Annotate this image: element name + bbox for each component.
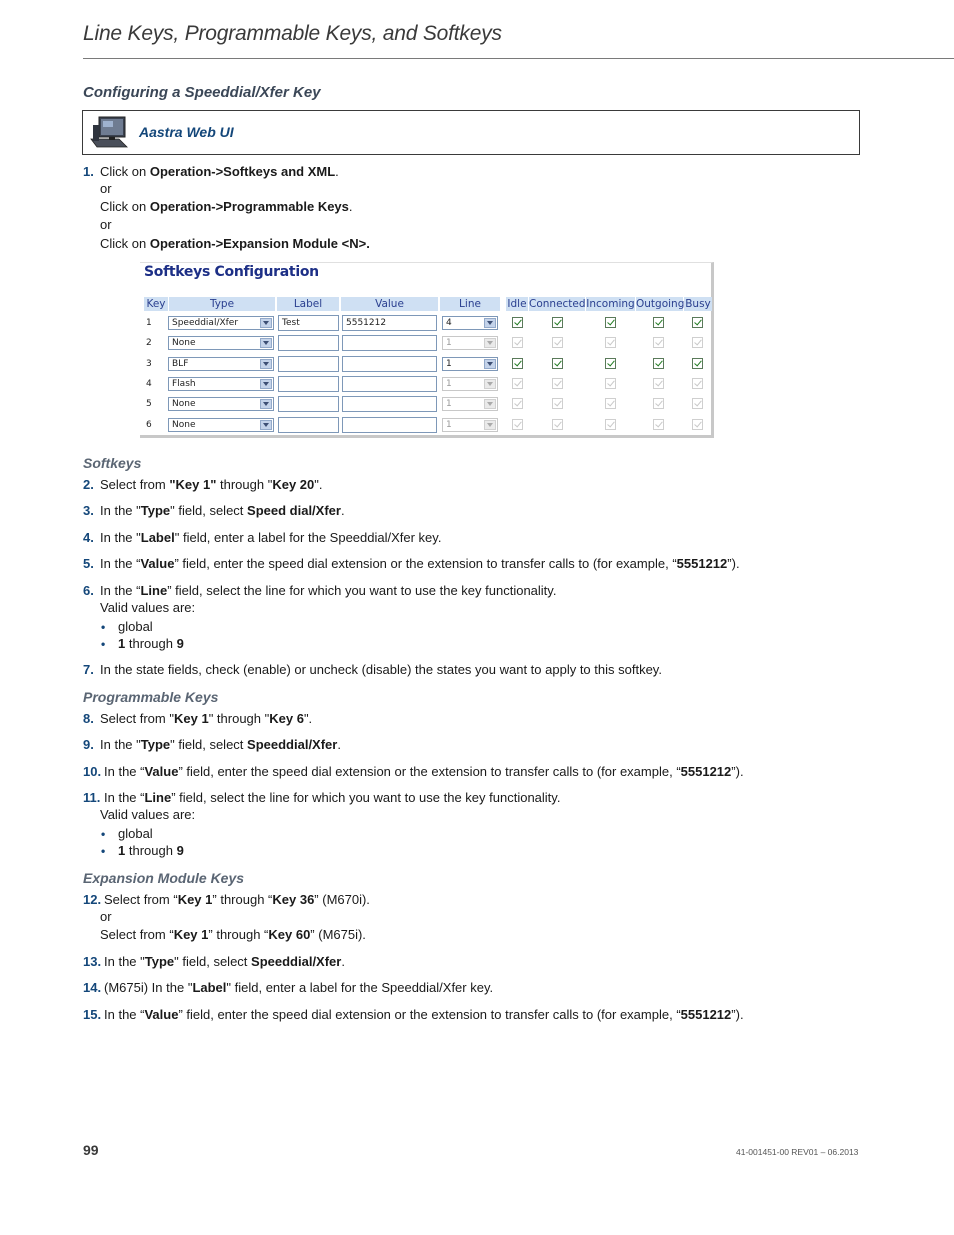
step-text: Click on Operation->Programmable Keys. [100, 199, 353, 214]
state-checkbox-busy[interactable] [692, 378, 703, 389]
state-checkbox-busy[interactable] [692, 398, 703, 409]
step-text: Click on Operation->Expansion Module <N>. [100, 236, 370, 251]
line-select[interactable] [442, 377, 498, 391]
state-checkbox-incoming[interactable] [605, 398, 616, 409]
softkeys-configuration-screenshot [140, 262, 714, 438]
column-header-label: Label [277, 297, 339, 311]
type-select[interactable] [168, 357, 274, 371]
expansion-module-keys-heading: Expansion Module Keys [83, 870, 245, 886]
chevron-down-icon [484, 420, 496, 430]
state-checkbox-idle[interactable] [512, 398, 523, 409]
line-select-value: 1 [446, 359, 452, 369]
chevron-down-icon [260, 318, 272, 328]
step-number: 6. [83, 583, 94, 598]
step-or: or [100, 217, 112, 232]
step-text: In the “Line” field, select the line for which you want to use the key functionality. [104, 790, 561, 805]
state-checkbox-connected[interactable] [552, 317, 563, 328]
column-header-incoming: Incoming [586, 298, 635, 310]
chapter-title: Line Keys, Programmable Keys, and Softkeys [83, 22, 502, 45]
step-or: or [100, 181, 112, 196]
step-text: Select from “Key 1” through “Key 60” (M675i). [100, 927, 366, 942]
step-number: 10. [83, 764, 102, 779]
chevron-down-icon [484, 338, 496, 348]
state-checkbox-incoming[interactable] [605, 317, 616, 328]
line-select[interactable] [442, 336, 498, 350]
column-header-value: Value [341, 297, 438, 311]
value-input[interactable] [342, 376, 437, 392]
step-text: In the "Type" field, select Speed dial/Xfer. [100, 503, 345, 518]
type-select-value: None [172, 420, 196, 430]
value-input[interactable] [342, 356, 437, 372]
key-number: 3 [146, 359, 152, 369]
key-number: 1 [146, 318, 152, 328]
key-number: 6 [146, 420, 152, 430]
step-number: 14. [83, 980, 102, 995]
state-checkbox-connected[interactable] [552, 358, 563, 369]
step-number: 8. [83, 711, 94, 726]
programmable-keys-heading: Programmable Keys [83, 689, 219, 705]
bullet-item: 1 through 9 [118, 843, 184, 858]
state-checkbox-connected[interactable] [552, 378, 563, 389]
state-checkbox-idle[interactable] [512, 358, 523, 369]
type-select-value: Speeddial/Xfer [172, 318, 239, 328]
step-text: Click on Operation->Softkeys and XML. [100, 164, 339, 179]
state-checkbox-outgoing[interactable] [653, 419, 664, 430]
state-checkbox-connected[interactable] [552, 419, 563, 430]
step-text: Select from "Key 1" through "Key 6". [100, 711, 313, 726]
type-select[interactable] [168, 336, 274, 350]
value-input[interactable] [342, 335, 437, 351]
line-select[interactable] [442, 316, 498, 330]
line-select-value: 1 [446, 379, 452, 389]
line-select[interactable] [442, 357, 498, 371]
softkeys-configuration-title: Softkeys Configuration [144, 264, 319, 280]
column-header-outgoing: Outgoing [636, 298, 685, 310]
key-number: 2 [146, 338, 152, 348]
state-checkbox-connected[interactable] [552, 337, 563, 348]
state-checkbox-busy[interactable] [692, 317, 703, 328]
computer-monitor-icon [89, 115, 129, 151]
header-rule [83, 58, 954, 59]
step-number: 3. [83, 503, 94, 518]
step-text: In the "Type" field, select Speeddial/Xfer. [104, 954, 345, 969]
bullet-icon: • [101, 844, 106, 858]
chevron-down-icon [260, 359, 272, 369]
line-select-value: 1 [446, 399, 452, 409]
label-input[interactable] [278, 417, 339, 433]
state-checkbox-connected[interactable] [552, 398, 563, 409]
bullet-item: global [118, 619, 153, 634]
step-text: In the state fields, check (enable) or uncheck (disable) the states you want to apply to this softkey. [100, 662, 662, 677]
step-number: 2. [83, 477, 94, 492]
chevron-down-icon [260, 399, 272, 409]
line-select-value: 1 [446, 420, 452, 430]
label-input[interactable]: Test [278, 315, 339, 331]
step-number: 7. [83, 662, 94, 677]
label-input[interactable] [278, 396, 339, 412]
valid-values-text: Valid values are: [100, 807, 196, 822]
type-select-value: None [172, 338, 196, 348]
bullet-icon: • [101, 620, 106, 634]
step-text: In the “Line” field, select the line for which you want to use the key functionality. [100, 583, 557, 598]
value-input[interactable] [342, 417, 437, 433]
state-checkbox-incoming[interactable] [605, 378, 616, 389]
value-input[interactable] [342, 396, 437, 412]
line-select-value: 1 [446, 338, 452, 348]
state-checkbox-incoming[interactable] [605, 419, 616, 430]
web-ui-banner [82, 110, 860, 155]
step-number: 5. [83, 556, 94, 571]
state-checkbox-incoming[interactable] [605, 358, 616, 369]
state-checkbox-idle[interactable] [512, 317, 523, 328]
column-header-connected: Connected [529, 298, 586, 310]
step-number: 15. [83, 1007, 102, 1022]
type-select[interactable] [168, 397, 274, 411]
step-number: 12. [83, 892, 102, 907]
state-checkbox-outgoing[interactable] [653, 317, 664, 328]
step-text: Select from “Key 1” through “Key 36” (M670i). [104, 892, 370, 907]
line-select[interactable] [442, 397, 498, 411]
line-select-value: 4 [446, 318, 452, 328]
column-header-busy: Busy [685, 298, 711, 310]
softkeys-heading: Softkeys [83, 455, 142, 471]
type-select-value: None [172, 399, 196, 409]
state-checkbox-idle[interactable] [512, 419, 523, 430]
state-checkbox-outgoing[interactable] [653, 358, 664, 369]
chevron-down-icon [484, 318, 496, 328]
state-checkbox-busy[interactable] [692, 337, 703, 348]
state-checkbox-idle[interactable] [512, 337, 523, 348]
step-number: 9. [83, 737, 94, 752]
label-input[interactable] [278, 335, 339, 351]
valid-values-text: Valid values are: [100, 600, 196, 615]
column-header-type: Type [169, 297, 275, 311]
chevron-down-icon [484, 399, 496, 409]
bullet-icon: • [101, 827, 106, 841]
key-number: 4 [146, 379, 152, 389]
state-checkbox-outgoing[interactable] [653, 378, 664, 389]
step-text: In the "Type" field, select Speeddial/Xfer. [100, 737, 341, 752]
key-number: 5 [146, 399, 152, 409]
bullet-item: global [118, 826, 153, 841]
type-select[interactable] [168, 316, 274, 330]
step-text: In the “Value” field, enter the speed dial extension or the extension to transfer calls to (for example, “5551212”). [104, 764, 744, 779]
chevron-down-icon [260, 338, 272, 348]
column-header-key: Key [144, 297, 168, 311]
type-select-value: BLF [172, 359, 189, 369]
chevron-down-icon [260, 379, 272, 389]
section-title: Configuring a Speeddial/Xfer Key [83, 84, 321, 101]
value-input[interactable]: 5551212 [342, 315, 437, 331]
step-text: Select from "Key 1" through "Key 20". [100, 477, 323, 492]
step-number: 1. [83, 164, 94, 179]
type-select-value: Flash [172, 379, 196, 389]
state-checkbox-outgoing[interactable] [653, 398, 664, 409]
column-header-idle: Idle [507, 298, 527, 310]
page-number: 99 [83, 1142, 99, 1158]
step-number: 13. [83, 954, 102, 969]
state-checkbox-incoming[interactable] [605, 337, 616, 348]
type-select[interactable] [168, 418, 274, 432]
step-text: In the “Value” field, enter the speed dial extension or the extension to transfer calls to (for example, “5551212”). [104, 1007, 744, 1022]
document-id: 41-001451-00 REV01 – 06.2013 [736, 1147, 859, 1157]
label-input[interactable] [278, 356, 339, 372]
chevron-down-icon [484, 379, 496, 389]
state-checkbox-idle[interactable] [512, 378, 523, 389]
step-number: 11. [83, 790, 101, 805]
step-text: In the “Value” field, enter the speed dial extension or the extension to transfer calls to (for example, “5551212”). [100, 556, 740, 571]
type-select[interactable] [168, 377, 274, 391]
step-text: (M675i) In the "Label" field, enter a label for the Speeddial/Xfer key. [104, 980, 494, 995]
state-checkbox-busy[interactable] [692, 419, 703, 430]
chevron-down-icon [484, 359, 496, 369]
web-ui-label: Aastra Web UI [139, 124, 234, 140]
line-select[interactable] [442, 418, 498, 432]
chevron-down-icon [260, 420, 272, 430]
bullet-item: 1 through 9 [118, 636, 184, 651]
column-header-line: Line [440, 297, 500, 311]
step-number: 4. [83, 530, 94, 545]
bullet-icon: • [101, 637, 106, 651]
label-input[interactable] [278, 376, 339, 392]
state-checkbox-outgoing[interactable] [653, 337, 664, 348]
step-or: or [100, 909, 112, 924]
step-text: In the "Label" field, enter a label for the Speeddial/Xfer key. [100, 530, 442, 545]
state-checkbox-busy[interactable] [692, 358, 703, 369]
